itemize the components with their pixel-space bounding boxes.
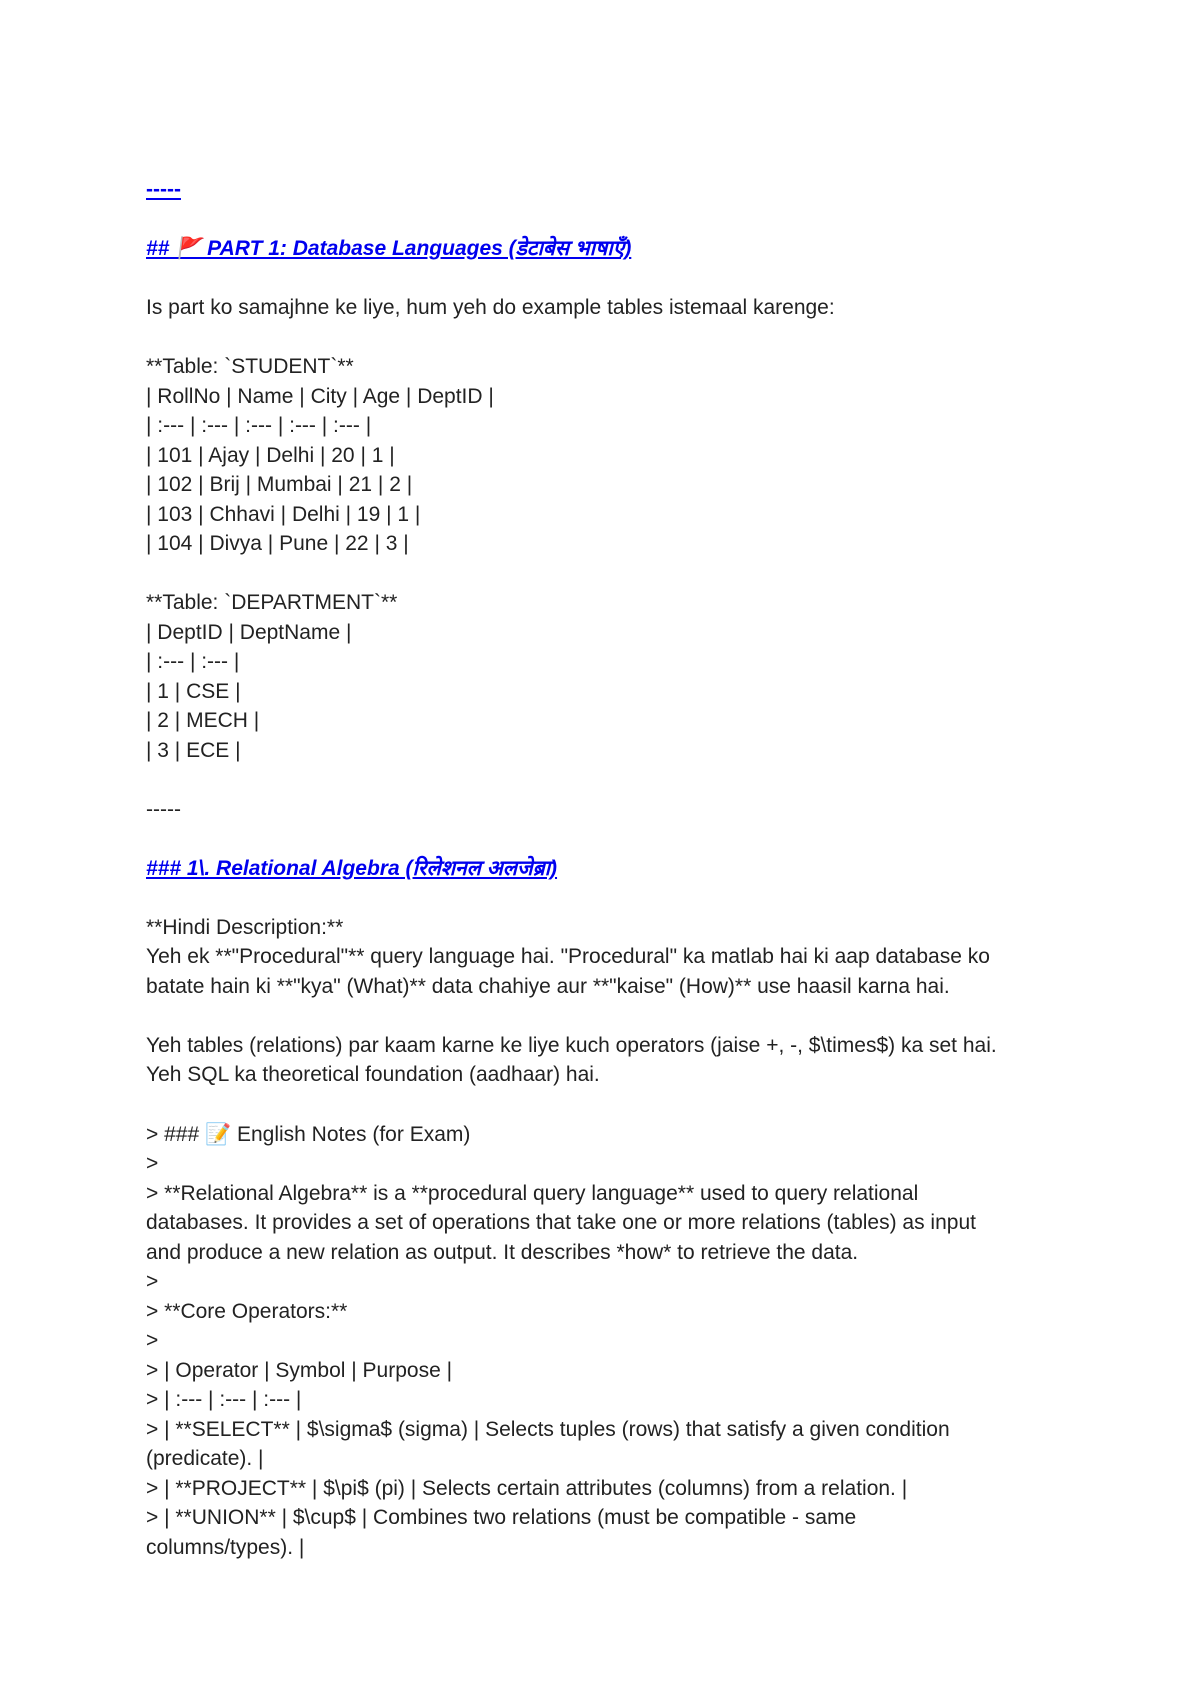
- student-table-row: | 102 | Brij | Mumbai | 21 | 2 |: [146, 473, 413, 497]
- student-table-row: | 104 | Divya | Pune | 22 | 3 |: [146, 532, 409, 556]
- intro-text: Is part ko samajhne ke liye, hum yeh do example tables istemaal karenge:: [146, 296, 835, 320]
- hindi-description-label: **Hindi Description:**: [146, 915, 344, 939]
- notes-line: > ### 📝 English Notes (for Exam): [146, 1122, 471, 1146]
- notes-line: columns/types). |: [146, 1535, 305, 1559]
- notes-line: > | Operator | Symbol | Purpose |: [146, 1358, 453, 1382]
- notes-line: > | **PROJECT** | $\pi$ (pi) | Selects certain attributes (columns) from a relation. |: [146, 1476, 908, 1500]
- notes-line: > **Relational Algebra** is a **procedural query language** used to query relational: [146, 1181, 919, 1205]
- department-table-title: **Table: `DEPARTMENT`**: [146, 591, 398, 615]
- notes-line: and produce a new relation as output. It describes *how* to retrieve the data.: [146, 1240, 859, 1264]
- heading-part1-link[interactable]: ## 🚩 PART 1: Database Languages (डेटाबेस भाषाएँ): [146, 237, 632, 261]
- divider-link[interactable]: -----: [146, 178, 181, 201]
- department-table-row: | :--- | :--- |: [146, 650, 240, 674]
- divider-text: -----: [146, 797, 181, 821]
- student-table-row: | RollNo | Name | City | Age | DeptID |: [146, 384, 494, 408]
- notes-line: (predicate). |: [146, 1447, 264, 1471]
- department-table-row: | 1 | CSE |: [146, 679, 241, 703]
- department-table-row: | 3 | ECE |: [146, 738, 241, 762]
- notes-line: > | **UNION** | $\cup$ | Combines two relations (must be compatible - same: [146, 1506, 857, 1530]
- notes-line: > | **SELECT** | $\sigma$ (sigma) | Selects tuples (rows) that satisfy a given condition: [146, 1417, 950, 1441]
- heading-relational-algebra-link[interactable]: ### 1\. Relational Algebra (रिलेशनल अलजेब्रा): [146, 856, 558, 880]
- notes-line: > | :--- | :--- | :--- |: [146, 1388, 302, 1412]
- student-table-row: | :--- | :--- | :--- | :--- | :--- |: [146, 414, 372, 438]
- hindi-text-line: Yeh SQL ka theoretical foundation (aadhaar) hai.: [146, 1063, 600, 1087]
- hindi-text-line: batate hain ki **"kya" (What)** data chahiye aur **"kaise" (How)** use haasil karna hai.: [146, 974, 950, 998]
- notes-line: >: [146, 1329, 159, 1353]
- department-table-row: | DeptID | DeptName |: [146, 620, 352, 644]
- notes-line: databases. It provides a set of operations that take one or more relations (tables) as input: [146, 1211, 976, 1235]
- notes-line: > **Core Operators:**: [146, 1299, 348, 1323]
- notes-line: >: [146, 1152, 159, 1176]
- notes-line: >: [146, 1270, 159, 1294]
- hindi-text-line: Yeh ek **"Procedural"** query language hai. "Procedural" ka matlab hai ki aap database ko: [146, 945, 990, 969]
- hindi-text-line: Yeh tables (relations) par kaam karne ke liye kuch operators (jaise +, -, $\times$) ka set hai.: [146, 1033, 997, 1057]
- student-table-row: | 101 | Ajay | Delhi | 20 | 1 |: [146, 443, 395, 467]
- department-table-row: | 2 | MECH |: [146, 709, 260, 733]
- student-table-title: **Table: `STUDENT`**: [146, 355, 354, 379]
- document-body: [146, 175, 1086, 1562]
- student-table-row: | 103 | Chhavi | Delhi | 19 | 1 |: [146, 502, 421, 526]
